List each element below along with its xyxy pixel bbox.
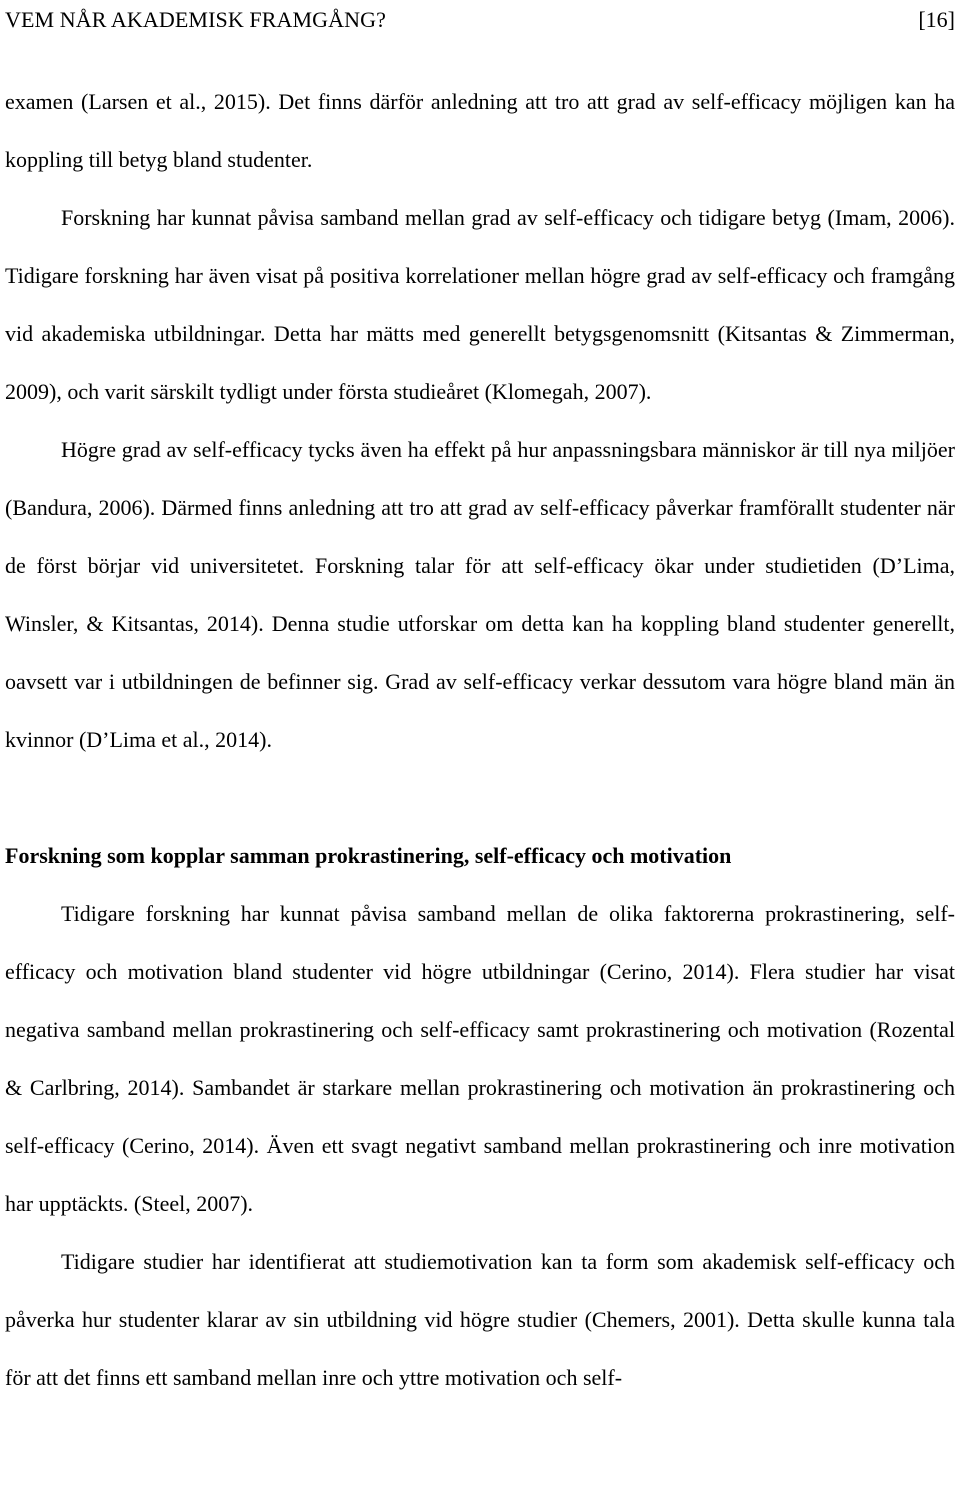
running-head-title: VEM NÅR AKADEMISK FRAMGÅNG?: [5, 7, 386, 32]
paragraph-self-efficacy-grades: Forskning har kunnat påvisa samband mellan grad av self-efficacy och tidigare betyg (Imam, 2006). Tidigare forskning har även visat på positiva korrelationer mellan högre grad av self-efficacy och framgång vid akademiska utbildningar. Detta har mätts med generellt betygsgenomsnitt (Kitsantas & Zimmerman, 2009), och varit särskilt tydligt under första studieåret (Klomegah, 2007).: [5, 205, 955, 404]
paragraph-continuation: examen (Larsen et al., 2015). Det finns därför anledning att tro att grad av self-efficacy möjligen kan ha koppling till betyg bland studenter.: [5, 89, 955, 172]
paragraph-adaptability: Högre grad av self-efficacy tycks även ha effekt på hur anpassningsbara människor är till nya miljöer (Bandura, 2006). Därmed finns anledning att tro att grad av self-efficacy påverkar framförallt studenter när de först börjar vid universitetet. Forskning talar för att self-efficacy ökar under studietiden (D’Lima, Winsler, & Kitsantas, 2014). Denna studie utforskar om detta kan ha koppling bland studenter generellt, oavsett var i utbildningen de befinner sig. Grad av self-efficacy verkar dessutom vara högre bland män än kvinnor (D’Lima et al., 2014).: [5, 437, 955, 752]
paragraph-procrastination-links: Tidigare forskning har kunnat påvisa samband mellan de olika faktorerna prokrastinering, self-efficacy och motivation bland studenter vid högre utbildningar (Cerino, 2014). Flera studier har visat negativa samband mellan prokrastinering och self-efficacy samt prokrastinering och motivation (Rozental & Carlbring, 2014). Sambandet är starkare mellan prokrastinering och motivation än prokrastinering och self-efficacy (Cerino, 2014). Även ett svagt negativt samband mellan prokrastinering och inre motivation har upptäckts. (Steel, 2007).: [5, 901, 955, 1216]
running-head: [5, 0, 955, 40]
body-text: [5, 73, 955, 1407]
section-heading: Forskning som kopplar samman prokrastinering, self-efficacy och motivation: [5, 843, 732, 868]
page-number: [16]: [918, 7, 955, 32]
paragraph-study-motivation: Tidigare studier har identifierat att studiemotivation kan ta form som akademisk self-efficacy och påverka hur studenter klarar av sin utbildning vid högre studier (Chemers, 2001). Detta skulle kunna tala för att det finns ett samband mellan inre och yttre motivation och self-: [5, 1249, 955, 1390]
document-page: [5, 0, 955, 1407]
